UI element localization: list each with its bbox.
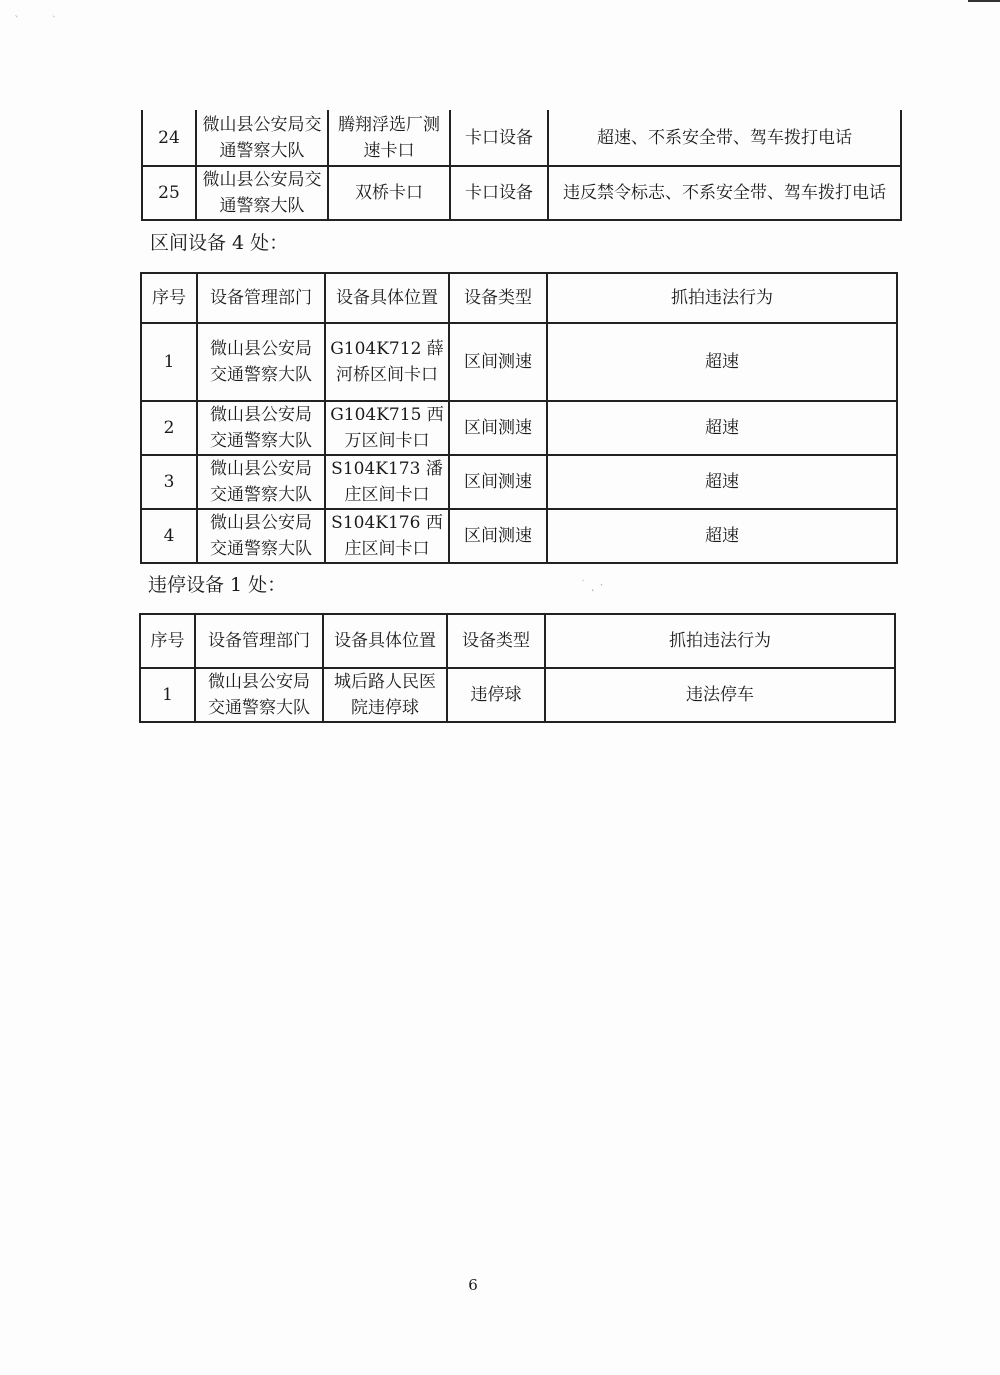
column-header-violations: 抓拍违法行为	[545, 614, 895, 668]
column-header-violations: 抓拍违法行为	[547, 273, 897, 323]
management-dept: 微山县公安局交通警察大队	[195, 668, 323, 722]
column-header-number: 序号	[140, 614, 195, 668]
device-location: S104K176 西庄区间卡口	[325, 509, 449, 563]
row-number: 3	[141, 455, 197, 509]
table-row	[142, 166, 901, 220]
device-type: 区间测速	[449, 509, 547, 563]
device-location: 腾翔浮选厂测速卡口	[328, 110, 450, 166]
device-type: 区间测速	[449, 455, 547, 509]
device-location: 双桥卡口	[328, 166, 450, 220]
captured-violations: 违反禁令标志、不系安全带、驾车拨打电话	[548, 166, 901, 220]
management-dept: 微山县公安局交通警察大队	[197, 323, 325, 401]
device-type: 违停球	[447, 668, 545, 722]
captured-violations: 违法停车	[545, 668, 895, 722]
row-number: 1	[141, 323, 197, 401]
column-header-number: 序号	[141, 273, 197, 323]
table-header-row	[140, 614, 895, 668]
column-header-location: 设备具体位置	[325, 273, 449, 323]
parking-device-table	[139, 613, 896, 723]
device-type: 卡口设备	[450, 110, 548, 166]
device-location: S104K173 潘庄区间卡口	[325, 455, 449, 509]
table-row	[141, 509, 897, 563]
device-type: 区间测速	[449, 323, 547, 401]
column-header-dept: 设备管理部门	[195, 614, 323, 668]
table-row	[140, 668, 895, 722]
captured-violations: 超速	[547, 323, 897, 401]
scan-speck: ˎ	[52, 4, 56, 18]
interval-device-table	[140, 272, 898, 564]
column-header-location: 设备具体位置	[323, 614, 447, 668]
captured-violations: 超速	[547, 455, 897, 509]
row-number: 2	[141, 401, 197, 455]
captured-violations: 超速	[547, 401, 897, 455]
checkpoint-table-continued	[141, 110, 902, 221]
row-number: 25	[142, 166, 196, 220]
table-row	[141, 323, 897, 401]
table-header-row	[141, 273, 897, 323]
table-row	[141, 455, 897, 509]
management-dept: 微山县公安局交通警察大队	[196, 166, 328, 220]
section-label-interval: 区间设备 4 处：	[150, 232, 289, 254]
management-dept: 微山县公安局交通警察大队	[197, 455, 325, 509]
scan-edge-mark	[968, 0, 1000, 2]
section-label-parking: 违停设备 1 处：	[148, 574, 287, 596]
column-header-type: 设备类型	[447, 614, 545, 668]
row-number: 24	[142, 110, 196, 166]
table-row	[142, 110, 901, 166]
management-dept: 微山县公安局交通警察大队	[197, 401, 325, 455]
device-location: 城后路人民医院违停球	[323, 668, 447, 722]
device-location: G104K712 薛河桥区间卡口	[325, 323, 449, 401]
scan-speck: ˋ	[14, 14, 20, 28]
column-header-dept: 设备管理部门	[197, 273, 325, 323]
device-type: 区间测速	[449, 401, 547, 455]
device-type: 卡口设备	[450, 166, 548, 220]
captured-violations: 超速	[547, 509, 897, 563]
scan-speck: ˙ ˛ ·	[580, 578, 604, 592]
table-row	[141, 401, 897, 455]
row-number: 4	[141, 509, 197, 563]
management-dept: 微山县公安局交通警察大队	[197, 509, 325, 563]
row-number: 1	[140, 668, 195, 722]
column-header-type: 设备类型	[449, 273, 547, 323]
device-location: G104K715 西万区间卡口	[325, 401, 449, 455]
management-dept: 微山县公安局交通警察大队	[196, 110, 328, 166]
captured-violations: 超速、不系安全带、驾车拨打电话	[548, 110, 901, 166]
page-number: 6	[468, 1276, 478, 1294]
